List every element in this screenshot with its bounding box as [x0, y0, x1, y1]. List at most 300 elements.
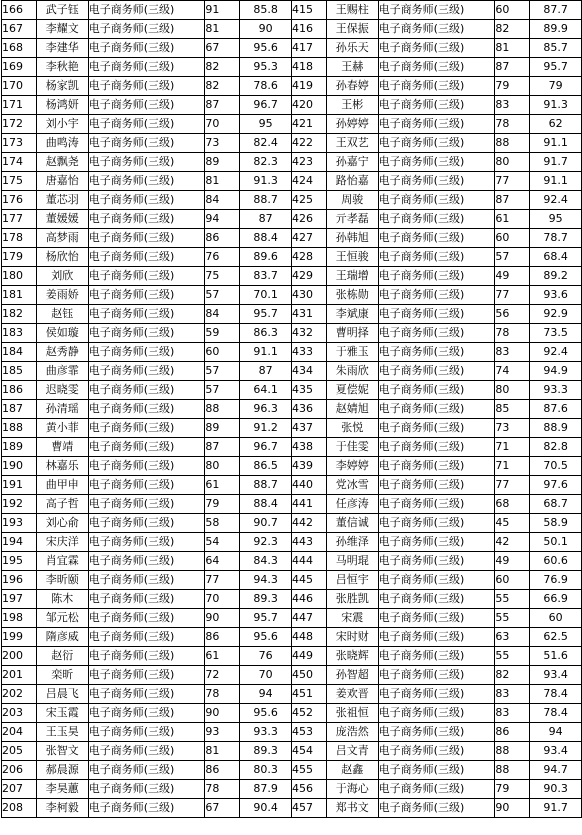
right-id-cell: 453: [291, 723, 326, 742]
right-score-cell: 71: [495, 457, 530, 476]
left-total-cell: 89.3: [240, 590, 292, 609]
table-row: [2, 552, 582, 571]
right-score-cell: 83: [495, 96, 530, 115]
right-job-cell: 电子商务师(三级): [378, 780, 495, 799]
table-row: [2, 172, 582, 191]
left-score-cell: 82: [205, 58, 240, 77]
left-job-cell: 电子商务师(三级): [88, 115, 205, 134]
right-total-cell: 92.4: [530, 191, 582, 210]
table-row: [2, 571, 582, 590]
right-job-cell: 电子商务师(三级): [378, 20, 495, 39]
right-total-cell: 91.7: [530, 153, 582, 172]
right-job-cell: 电子商务师(三级): [378, 134, 495, 153]
left-score-cell: 58: [205, 514, 240, 533]
right-job-cell: 电子商务师(三级): [378, 438, 495, 457]
left-name-cell: 陈木: [36, 590, 88, 609]
right-score-cell: 73: [495, 419, 530, 438]
right-score-cell: 83: [495, 343, 530, 362]
left-name-cell: 曹靖: [36, 438, 88, 457]
right-id-cell: 428: [291, 248, 326, 267]
right-job-cell: 电子商务师(三级): [378, 153, 495, 172]
left-total-cell: 94.3: [240, 571, 292, 590]
left-total-cell: 94: [240, 685, 292, 704]
left-score-cell: 61: [205, 647, 240, 666]
left-id-cell: 178: [2, 229, 37, 248]
right-score-cell: 78: [495, 324, 530, 343]
left-name-cell: 高梦雨: [36, 229, 88, 248]
left-job-cell: 电子商务师(三级): [88, 666, 205, 685]
left-id-cell: 189: [2, 438, 37, 457]
left-id-cell: 194: [2, 533, 37, 552]
left-job-cell: 电子商务师(三级): [88, 590, 205, 609]
left-id-cell: 199: [2, 628, 37, 647]
left-id-cell: 182: [2, 305, 37, 324]
left-id-cell: 196: [2, 571, 37, 590]
left-total-cell: 95: [240, 115, 292, 134]
right-total-cell: 68.4: [530, 248, 582, 267]
right-total-cell: 58.9: [530, 514, 582, 533]
table-row: [2, 115, 582, 134]
left-total-cell: 70: [240, 666, 292, 685]
right-total-cell: 93.6: [530, 286, 582, 305]
right-name-cell: 赵婧旭: [326, 400, 378, 419]
left-id-cell: 175: [2, 172, 37, 191]
right-job-cell: 电子商务师(三级): [378, 248, 495, 267]
left-id-cell: 203: [2, 704, 37, 723]
table-row: [2, 457, 582, 476]
left-total-cell: 96.3: [240, 400, 292, 419]
right-total-cell: 93.4: [530, 742, 582, 761]
left-score-cell: 70: [205, 590, 240, 609]
left-name-cell: 李耀文: [36, 20, 88, 39]
right-name-cell: 夏偿妮: [326, 381, 378, 400]
right-score-cell: 60: [495, 571, 530, 590]
left-job-cell: 电子商务师(三级): [88, 343, 205, 362]
score-table: [1, 0, 582, 818]
left-score-cell: 67: [205, 799, 240, 818]
right-name-cell: 任彦涛: [326, 495, 378, 514]
right-score-cell: 79: [495, 77, 530, 96]
right-score-cell: 77: [495, 172, 530, 191]
table-row: [2, 134, 582, 153]
left-name-cell: 栾昕: [36, 666, 88, 685]
left-name-cell: 王玉昊: [36, 723, 88, 742]
left-name-cell: 赵秀静: [36, 343, 88, 362]
right-total-cell: 89.9: [530, 20, 582, 39]
right-name-cell: 王恒骏: [326, 248, 378, 267]
left-id-cell: 205: [2, 742, 37, 761]
right-id-cell: 438: [291, 438, 326, 457]
right-id-cell: 433: [291, 343, 326, 362]
left-score-cell: 87: [205, 96, 240, 115]
right-name-cell: 于佳雯: [326, 438, 378, 457]
left-job-cell: 电子商务师(三级): [88, 780, 205, 799]
right-total-cell: 91.1: [530, 172, 582, 191]
right-score-cell: 74: [495, 362, 530, 381]
right-total-cell: 94: [530, 723, 582, 742]
right-score-cell: 79: [495, 780, 530, 799]
left-id-cell: 206: [2, 761, 37, 780]
left-score-cell: 57: [205, 362, 240, 381]
table-row: [2, 514, 582, 533]
left-job-cell: 电子商务师(三级): [88, 495, 205, 514]
left-total-cell: 90.4: [240, 799, 292, 818]
right-name-cell: 于海心: [326, 780, 378, 799]
right-job-cell: 电子商务师(三级): [378, 229, 495, 248]
left-name-cell: 曲甲申: [36, 476, 88, 495]
right-score-cell: 82: [495, 20, 530, 39]
right-name-cell: 周骏: [326, 191, 378, 210]
left-name-cell: 郝晨源: [36, 761, 88, 780]
right-name-cell: 朱雨欣: [326, 362, 378, 381]
left-name-cell: 杨家凯: [36, 77, 88, 96]
right-total-cell: 60.6: [530, 552, 582, 571]
table-row: [2, 476, 582, 495]
right-total-cell: 85.7: [530, 39, 582, 58]
right-name-cell: 路怡嘉: [326, 172, 378, 191]
left-score-cell: 84: [205, 305, 240, 324]
left-id-cell: 201: [2, 666, 37, 685]
right-total-cell: 90.3: [530, 780, 582, 799]
left-name-cell: 李昊蕙: [36, 780, 88, 799]
table-row: [2, 799, 582, 818]
right-name-cell: 亓孝磊: [326, 210, 378, 229]
right-id-cell: 426: [291, 210, 326, 229]
right-total-cell: 92.9: [530, 305, 582, 324]
right-score-cell: 63: [495, 628, 530, 647]
left-job-cell: 电子商务师(三级): [88, 362, 205, 381]
left-name-cell: 侯如璇: [36, 324, 88, 343]
table-row: [2, 248, 582, 267]
left-job-cell: 电子商务师(三级): [88, 1, 205, 20]
right-id-cell: 455: [291, 761, 326, 780]
left-id-cell: 183: [2, 324, 37, 343]
right-id-cell: 425: [291, 191, 326, 210]
left-score-cell: 88: [205, 400, 240, 419]
table-row: [2, 96, 582, 115]
right-total-cell: 62: [530, 115, 582, 134]
left-id-cell: 186: [2, 381, 37, 400]
left-name-cell: 赵飘尧: [36, 153, 88, 172]
right-score-cell: 78: [495, 115, 530, 134]
left-score-cell: 60: [205, 343, 240, 362]
left-id-cell: 202: [2, 685, 37, 704]
right-score-cell: 83: [495, 704, 530, 723]
left-total-cell: 90.7: [240, 514, 292, 533]
left-score-cell: 77: [205, 571, 240, 590]
left-id-cell: 185: [2, 362, 37, 381]
left-job-cell: 电子商务师(三级): [88, 172, 205, 191]
right-job-cell: 电子商务师(三级): [378, 628, 495, 647]
left-name-cell: 吕晨飞: [36, 685, 88, 704]
right-name-cell: 吕文青: [326, 742, 378, 761]
right-total-cell: 94.7: [530, 761, 582, 780]
right-total-cell: 97.6: [530, 476, 582, 495]
right-total-cell: 82.8: [530, 438, 582, 457]
left-job-cell: 电子商务师(三级): [88, 628, 205, 647]
right-total-cell: 78.4: [530, 685, 582, 704]
left-total-cell: 82.4: [240, 134, 292, 153]
right-id-cell: 446: [291, 590, 326, 609]
table-row: [2, 286, 582, 305]
right-total-cell: 91.3: [530, 96, 582, 115]
left-id-cell: 200: [2, 647, 37, 666]
left-job-cell: 电子商务师(三级): [88, 742, 205, 761]
right-id-cell: 417: [291, 39, 326, 58]
left-job-cell: 电子商务师(三级): [88, 381, 205, 400]
right-id-cell: 443: [291, 533, 326, 552]
left-score-cell: 94: [205, 210, 240, 229]
left-score-cell: 75: [205, 267, 240, 286]
left-total-cell: 90: [240, 20, 292, 39]
right-score-cell: 60: [495, 229, 530, 248]
right-id-cell: 445: [291, 571, 326, 590]
right-total-cell: 62.5: [530, 628, 582, 647]
right-score-cell: 83: [495, 685, 530, 704]
table-row: [2, 1, 582, 20]
left-job-cell: 电子商务师(三级): [88, 248, 205, 267]
left-score-cell: 87: [205, 438, 240, 457]
right-id-cell: 423: [291, 153, 326, 172]
left-score-cell: 90: [205, 609, 240, 628]
right-score-cell: 81: [495, 39, 530, 58]
right-name-cell: 李婷婷: [326, 457, 378, 476]
right-job-cell: 电子商务师(三级): [378, 400, 495, 419]
table-row: [2, 77, 582, 96]
left-id-cell: 168: [2, 39, 37, 58]
left-total-cell: 76: [240, 647, 292, 666]
left-job-cell: 电子商务师(三级): [88, 419, 205, 438]
table-row: [2, 229, 582, 248]
right-name-cell: 孙春婷: [326, 77, 378, 96]
left-name-cell: 曲鸣涛: [36, 134, 88, 153]
left-id-cell: 190: [2, 457, 37, 476]
left-name-cell: 赵衍: [36, 647, 88, 666]
left-job-cell: 电子商务师(三级): [88, 20, 205, 39]
right-name-cell: 王双艺: [326, 134, 378, 153]
left-job-cell: 电子商务师(三级): [88, 58, 205, 77]
right-job-cell: 电子商务师(三级): [378, 533, 495, 552]
right-name-cell: 王保振: [326, 20, 378, 39]
left-name-cell: 刘心俞: [36, 514, 88, 533]
right-id-cell: 427: [291, 229, 326, 248]
right-score-cell: 55: [495, 609, 530, 628]
left-id-cell: 193: [2, 514, 37, 533]
right-id-cell: 448: [291, 628, 326, 647]
left-score-cell: 86: [205, 628, 240, 647]
left-job-cell: 电子商务师(三级): [88, 39, 205, 58]
table-row: [2, 704, 582, 723]
right-score-cell: 42: [495, 533, 530, 552]
right-name-cell: 李斌康: [326, 305, 378, 324]
table-row: [2, 666, 582, 685]
right-id-cell: 440: [291, 476, 326, 495]
right-id-cell: 431: [291, 305, 326, 324]
left-score-cell: 61: [205, 476, 240, 495]
left-job-cell: 电子商务师(三级): [88, 723, 205, 742]
left-job-cell: 电子商务师(三级): [88, 324, 205, 343]
right-score-cell: 49: [495, 267, 530, 286]
right-id-cell: 439: [291, 457, 326, 476]
table-row: [2, 419, 582, 438]
right-score-cell: 77: [495, 286, 530, 305]
left-id-cell: 180: [2, 267, 37, 286]
right-total-cell: 88.9: [530, 419, 582, 438]
left-score-cell: 78: [205, 780, 240, 799]
left-total-cell: 80.3: [240, 761, 292, 780]
right-id-cell: 421: [291, 115, 326, 134]
right-id-cell: 430: [291, 286, 326, 305]
left-total-cell: 70.1: [240, 286, 292, 305]
right-job-cell: 电子商务师(三级): [378, 457, 495, 476]
right-name-cell: 王赐柱: [326, 1, 378, 20]
left-score-cell: 90: [205, 704, 240, 723]
left-total-cell: 87.9: [240, 780, 292, 799]
table-row: [2, 780, 582, 799]
right-total-cell: 76.9: [530, 571, 582, 590]
table-body: [2, 1, 582, 818]
left-id-cell: 172: [2, 115, 37, 134]
right-score-cell: 87: [495, 191, 530, 210]
right-job-cell: 电子商务师(三级): [378, 419, 495, 438]
left-name-cell: 李昕颐: [36, 571, 88, 590]
left-total-cell: 91.2: [240, 419, 292, 438]
left-job-cell: 电子商务师(三级): [88, 77, 205, 96]
table-row: [2, 267, 582, 286]
right-job-cell: 电子商务师(三级): [378, 761, 495, 780]
left-total-cell: 91.3: [240, 172, 292, 191]
right-id-cell: 435: [291, 381, 326, 400]
right-total-cell: 60: [530, 609, 582, 628]
right-score-cell: 77: [495, 476, 530, 495]
left-total-cell: 95.6: [240, 704, 292, 723]
left-score-cell: 76: [205, 248, 240, 267]
right-score-cell: 45: [495, 514, 530, 533]
left-id-cell: 177: [2, 210, 37, 229]
right-job-cell: 电子商务师(三级): [378, 267, 495, 286]
table-row: [2, 20, 582, 39]
right-job-cell: 电子商务师(三级): [378, 343, 495, 362]
left-score-cell: 81: [205, 172, 240, 191]
right-score-cell: 71: [495, 438, 530, 457]
left-name-cell: 唐嘉怡: [36, 172, 88, 191]
right-score-cell: 57: [495, 248, 530, 267]
right-total-cell: 94.9: [530, 362, 582, 381]
right-name-cell: 吕恒宇: [326, 571, 378, 590]
left-job-cell: 电子商务师(三级): [88, 704, 205, 723]
right-total-cell: 93.3: [530, 381, 582, 400]
right-id-cell: 418: [291, 58, 326, 77]
table-row: [2, 305, 582, 324]
table-row: [2, 761, 582, 780]
table-row: [2, 647, 582, 666]
left-name-cell: 董媛媛: [36, 210, 88, 229]
right-name-cell: 党冰雪: [326, 476, 378, 495]
left-name-cell: 刘欣: [36, 267, 88, 286]
right-score-cell: 49: [495, 552, 530, 571]
left-id-cell: 169: [2, 58, 37, 77]
left-total-cell: 91.1: [240, 343, 292, 362]
left-total-cell: 96.7: [240, 96, 292, 115]
left-score-cell: 79: [205, 495, 240, 514]
right-score-cell: 80: [495, 153, 530, 172]
left-name-cell: 邹元松: [36, 609, 88, 628]
right-name-cell: 张胜凯: [326, 590, 378, 609]
right-total-cell: 92.4: [530, 343, 582, 362]
left-score-cell: 73: [205, 134, 240, 153]
table-row: [2, 210, 582, 229]
left-score-cell: 86: [205, 229, 240, 248]
left-total-cell: 88.4: [240, 495, 292, 514]
left-score-cell: 70: [205, 115, 240, 134]
left-name-cell: 刘小宇: [36, 115, 88, 134]
right-id-cell: 424: [291, 172, 326, 191]
left-score-cell: 82: [205, 77, 240, 96]
left-name-cell: 李建华: [36, 39, 88, 58]
right-job-cell: 电子商务师(三级): [378, 191, 495, 210]
right-score-cell: 60: [495, 1, 530, 20]
left-total-cell: 86.5: [240, 457, 292, 476]
left-total-cell: 88.7: [240, 476, 292, 495]
right-score-cell: 61: [495, 210, 530, 229]
right-job-cell: 电子商务师(三级): [378, 115, 495, 134]
right-score-cell: 68: [495, 495, 530, 514]
right-name-cell: 庞浩然: [326, 723, 378, 742]
right-job-cell: 电子商务师(三级): [378, 476, 495, 495]
right-job-cell: 电子商务师(三级): [378, 704, 495, 723]
left-name-cell: 杨鸿妍: [36, 96, 88, 115]
left-id-cell: 198: [2, 609, 37, 628]
left-job-cell: 电子商务师(三级): [88, 96, 205, 115]
left-name-cell: 孙清瑶: [36, 400, 88, 419]
table-row: [2, 609, 582, 628]
right-total-cell: 79: [530, 77, 582, 96]
left-job-cell: 电子商务师(三级): [88, 552, 205, 571]
right-total-cell: 51.6: [530, 647, 582, 666]
right-total-cell: 91.7: [530, 799, 582, 818]
right-score-cell: 82: [495, 666, 530, 685]
right-total-cell: 78.4: [530, 704, 582, 723]
table-row: [2, 39, 582, 58]
right-total-cell: 95: [530, 210, 582, 229]
left-total-cell: 95.7: [240, 609, 292, 628]
left-id-cell: 179: [2, 248, 37, 267]
left-score-cell: 64: [205, 552, 240, 571]
right-id-cell: 447: [291, 609, 326, 628]
right-id-cell: 452: [291, 704, 326, 723]
right-score-cell: 85: [495, 400, 530, 419]
left-job-cell: 电子商务师(三级): [88, 267, 205, 286]
left-job-cell: 电子商务师(三级): [88, 191, 205, 210]
left-id-cell: 191: [2, 476, 37, 495]
right-total-cell: 73.5: [530, 324, 582, 343]
right-job-cell: 电子商务师(三级): [378, 362, 495, 381]
right-id-cell: 450: [291, 666, 326, 685]
right-job-cell: 电子商务师(三级): [378, 172, 495, 191]
left-total-cell: 78.6: [240, 77, 292, 96]
left-total-cell: 92.3: [240, 533, 292, 552]
right-id-cell: 437: [291, 419, 326, 438]
left-id-cell: 173: [2, 134, 37, 153]
left-name-cell: 董芯羽: [36, 191, 88, 210]
left-id-cell: 166: [2, 1, 37, 20]
right-total-cell: 50.1: [530, 533, 582, 552]
left-id-cell: 187: [2, 400, 37, 419]
left-name-cell: 武子钰: [36, 1, 88, 20]
left-name-cell: 林嘉乐: [36, 457, 88, 476]
right-name-cell: 张悦: [326, 419, 378, 438]
left-score-cell: 86: [205, 761, 240, 780]
